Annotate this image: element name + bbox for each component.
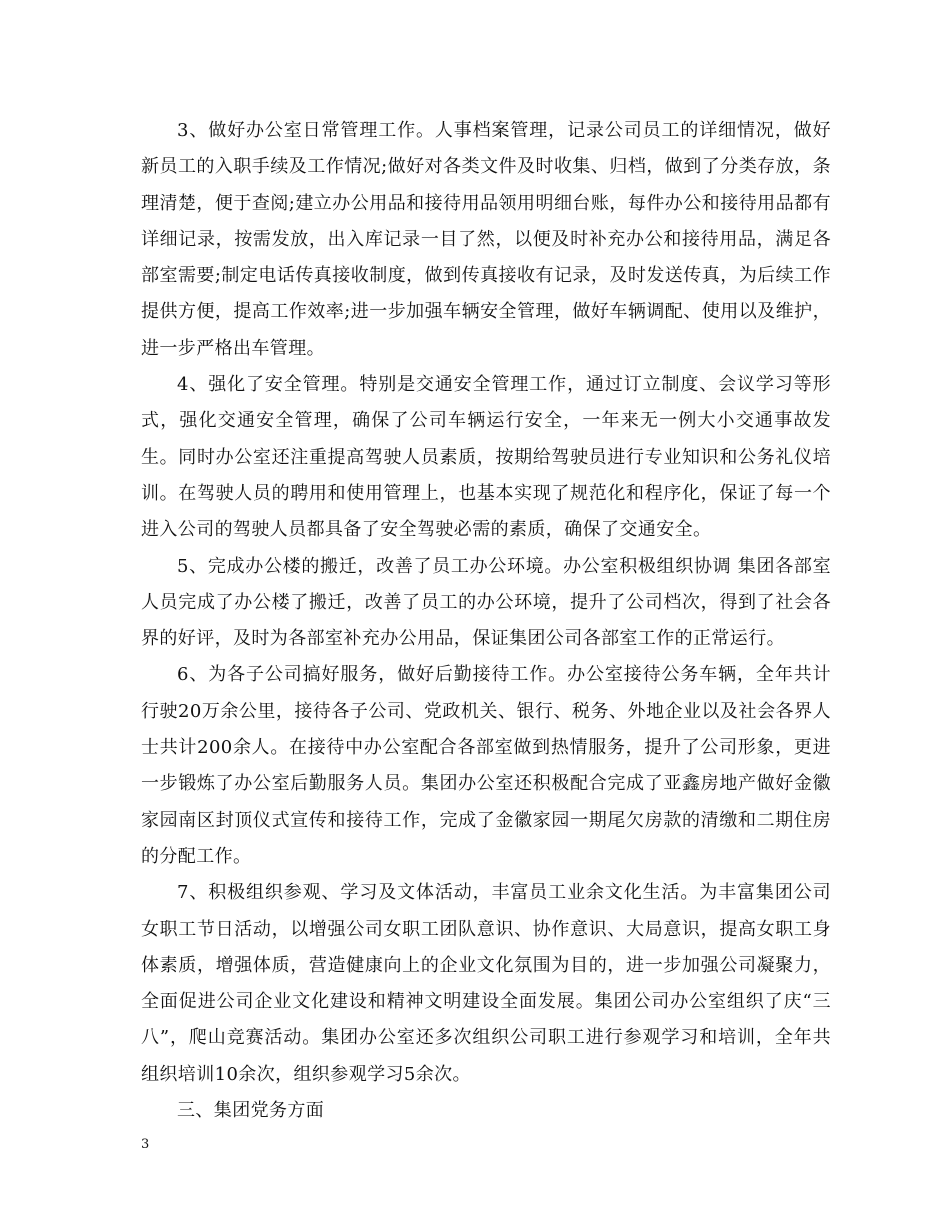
document-body [141, 113, 831, 1129]
section-heading: 三、集团党务方面 [177, 1100, 325, 1122]
paragraph-item-3: 3、做好办公室日常管理工作。人事档案管理，记录公司员工的详细情况，做好新员工的入职手续及工作情况;做好对各类文件及时收集、归档，做到了分类存放，条理清楚，便于查阅;建立办公用品和接待用品领用明细台账，每件办公和接待用品都有详细记录，按需发放，出入库记录一目了然，以便及时补充办公和接待用品，满足各部室需要;制定电话传真接收制度，做到传真接收有记录，及时发送传真，为后续工作提供方便，提高工作效率;进一步加强车辆安全管理，做好车辆调配、使用以及维护，进一步严格出车管理。 [141, 120, 831, 359]
page-number: 3 [141, 1137, 150, 1152]
paragraph-item-4: 4、强化了安全管理。特别是交通安全管理工作，通过订立制度、会议学习等形式，强化交通安全管理，确保了公司车辆运行安全，一年来无一例大小交通事故发生。同时办公室还注重提高驾驶人员素质，按期给驾驶员进行专业知识和公务礼仪培训。在驾驶人员的聘用和使用管理上，也基本实现了规范化和程序化，保证了每一个进入公司的驾驶人员都具备了安全驾驶必需的素质，确保了交通安全。 [141, 374, 831, 541]
paragraph-item-7: 7、积极组织参观、学习及文体活动，丰富员工业余文化生活。为丰富集团公司女职工节日活动，以增强公司女职工团队意识、协作意识、大局意识，提高女职工身体素质，增强体质，营造健康向上的企业文化氛围为目的，进一步加强公司凝聚力，全面促进公司企业文化建设和精神文明建设全面发展。集团公司办公室组织了庆“三八”，爬山竞赛活动。集团办公室还多次组织公司职工进行参观学习和培训，全年共组织培训10余次，组织参观学习5余次。 [141, 882, 831, 1085]
paragraph-item-6: 6、为各子公司搞好服务，做好后勤接待工作。办公室接待公务车辆，全年共计行驶20万余公里，接待各子公司、党政机关、银行、税务、外地企业以及社会各界人士共计200余人。在接待中办公室配合各部室做到热情服务，提升了公司形象，更进一步锻炼了办公室后勤服务人员。集团办公室还积极配合完成了亚鑫房地产做好金徽家园南区封顶仪式宣传和接待工作，完成了金徽家园一期尾欠房款的清缴和二期住房的分配工作。 [141, 664, 831, 867]
paragraph-item-5: 5、完成办公楼的搬迁，改善了员工办公环境。办公室积极组织协调 集团各部室人员完成了办公楼了搬迁，改善了员工的办公环境，提升了公司档次，得到了社会各界的好评，及时为各部室补充办公用品，保证集团公司各部室工作的正常运行。 [141, 555, 831, 650]
